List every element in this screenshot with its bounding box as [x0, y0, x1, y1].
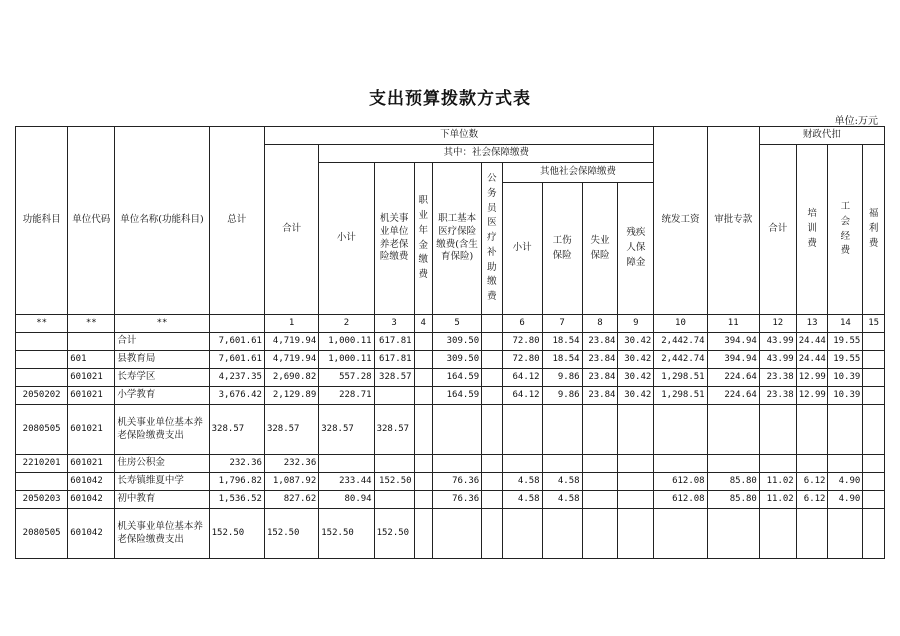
table-row [16, 369, 885, 387]
func-code-cell: 2050202 [16, 387, 68, 405]
index-cell: ** [16, 315, 68, 333]
header-medical-text: 职工基本医疗保险缴费(含生育保险) [436, 212, 478, 263]
func-code-cell: 2210201 [16, 455, 68, 473]
unit-code-cell: 601021 [68, 405, 115, 455]
value-cell: 11.02 [759, 491, 796, 509]
value-cell: 164.59 [432, 369, 481, 387]
header-pension [374, 163, 414, 315]
index-cell: 2 [319, 315, 374, 333]
value-cell: 18.54 [542, 333, 582, 351]
table-row [16, 405, 885, 455]
value-cell: 24.44 [796, 351, 828, 369]
value-cell: 152.50 [374, 509, 414, 559]
index-cell: 11 [707, 315, 759, 333]
value-cell: 10.39 [828, 369, 863, 387]
table-row [16, 509, 885, 559]
func-code-cell [16, 369, 68, 387]
value-cell: 612.08 [654, 491, 707, 509]
value-cell: 309.50 [432, 351, 481, 369]
value-cell [582, 491, 618, 509]
value-cell [828, 509, 863, 559]
value-cell [319, 455, 374, 473]
value-cell: 7,601.61 [209, 351, 264, 369]
value-cell: 2,442.74 [654, 351, 707, 369]
value-cell [414, 387, 432, 405]
func-code-cell [16, 333, 68, 351]
value-cell [618, 491, 654, 509]
table-row [16, 351, 885, 369]
value-cell [863, 405, 885, 455]
value-cell [482, 351, 502, 369]
value-cell: 233.44 [319, 473, 374, 491]
value-cell [374, 455, 414, 473]
index-cell: 13 [796, 315, 828, 333]
unit-code-cell: 601 [68, 351, 115, 369]
value-cell [582, 473, 618, 491]
value-cell: 4.58 [502, 491, 542, 509]
header-medical [432, 163, 481, 315]
table-row [16, 455, 885, 473]
index-cell [482, 315, 502, 333]
value-cell [432, 405, 481, 455]
value-cell: 85.80 [707, 491, 759, 509]
header-annuity: 职 业 年 金 缴 费 [414, 163, 432, 315]
unit-name-cell: 住房公积金 [115, 455, 209, 473]
index-cell [209, 315, 264, 333]
value-cell [482, 491, 502, 509]
value-cell [482, 455, 502, 473]
value-cell: 152.50 [209, 509, 264, 559]
header-func-code: 功能科目 [16, 127, 68, 315]
value-cell: 9.86 [542, 387, 582, 405]
value-cell: 72.80 [502, 333, 542, 351]
value-cell [654, 509, 707, 559]
value-cell [863, 491, 885, 509]
value-cell: 76.36 [432, 473, 481, 491]
value-cell: 152.50 [319, 509, 374, 559]
value-cell [707, 405, 759, 455]
func-code-cell: 2080505 [16, 405, 68, 455]
header-total: 总计 [209, 127, 264, 315]
index-cell: 7 [542, 315, 582, 333]
func-code-cell: 2080505 [16, 509, 68, 559]
value-cell: 30.42 [618, 387, 654, 405]
value-cell [414, 491, 432, 509]
value-cell: 2,690.82 [264, 369, 318, 387]
value-cell [582, 455, 618, 473]
value-cell: 612.08 [654, 473, 707, 491]
unit-name-cell: 长寿学区 [115, 369, 209, 387]
value-cell: 1,298.51 [654, 387, 707, 405]
value-cell: 72.80 [502, 351, 542, 369]
value-cell: 9.86 [542, 369, 582, 387]
value-cell: 328.57 [319, 405, 374, 455]
index-cell: 3 [374, 315, 414, 333]
header-disabled: 残疾 人保 障金 [618, 183, 654, 315]
value-cell [432, 455, 481, 473]
header-unit-code: 单位代码 [68, 127, 115, 315]
value-cell: 228.71 [319, 387, 374, 405]
header-other-ss: 其他社会保障缴费 [502, 163, 654, 183]
unit-name-cell: 机关事业单位基本养老保险缴费支出 [115, 405, 209, 455]
value-cell [374, 387, 414, 405]
header-lower-unit: 下单位数 [264, 127, 653, 145]
unit-code-cell: 601042 [68, 473, 115, 491]
value-cell [618, 509, 654, 559]
table-header [16, 127, 885, 315]
value-cell [414, 369, 432, 387]
unit-name-cell: 小学教育 [115, 387, 209, 405]
value-cell [414, 509, 432, 559]
value-cell [796, 405, 828, 455]
index-cell: 15 [863, 315, 885, 333]
value-cell: 12.99 [796, 369, 828, 387]
value-cell: 18.54 [542, 351, 582, 369]
header-union: 工 会 经 费 [828, 145, 863, 315]
value-cell: 617.81 [374, 333, 414, 351]
value-cell: 6.12 [796, 473, 828, 491]
value-cell: 4.58 [542, 491, 582, 509]
value-cell: 85.80 [707, 473, 759, 491]
value-cell [502, 455, 542, 473]
value-cell: 152.50 [264, 509, 318, 559]
value-cell [863, 333, 885, 351]
func-code-cell [16, 351, 68, 369]
value-cell [707, 509, 759, 559]
value-cell: 64.12 [502, 387, 542, 405]
header-unified-salary: 统发工资 [654, 127, 707, 315]
header-finance: 财政代扣 [759, 127, 884, 145]
value-cell [796, 509, 828, 559]
value-cell: 1,796.82 [209, 473, 264, 491]
value-cell: 224.64 [707, 369, 759, 387]
page-title: 支出预算拨款方式表 [369, 89, 531, 109]
value-cell [759, 405, 796, 455]
value-cell: 232.36 [264, 455, 318, 473]
index-cell: 1 [264, 315, 318, 333]
value-cell [482, 369, 502, 387]
value-cell [828, 405, 863, 455]
header-special: 审批专款 [707, 127, 759, 315]
value-cell: 394.94 [707, 333, 759, 351]
value-cell: 43.99 [759, 351, 796, 369]
value-cell: 328.57 [264, 405, 318, 455]
value-cell [374, 491, 414, 509]
index-cell: 6 [502, 315, 542, 333]
value-cell [432, 509, 481, 559]
value-cell: 1,298.51 [654, 369, 707, 387]
value-cell [863, 509, 885, 559]
unit-code-cell: 601042 [68, 509, 115, 559]
header-unit-name: 单位名称(功能科目) [115, 127, 209, 315]
unit-code-cell: 601021 [68, 387, 115, 405]
unit-name-cell: 县教育局 [115, 351, 209, 369]
index-cell: 5 [432, 315, 481, 333]
value-cell: 232.36 [209, 455, 264, 473]
unit-code-cell: 601042 [68, 491, 115, 509]
value-cell: 328.57 [209, 405, 264, 455]
header-civil-medical: 公 务 员 医 疗 补 助 缴 费 [482, 163, 502, 315]
value-cell: 164.59 [432, 387, 481, 405]
value-cell: 43.99 [759, 333, 796, 351]
header-injury: 工伤 保险 [542, 183, 582, 315]
value-cell [863, 369, 885, 387]
value-cell [707, 455, 759, 473]
index-cell: 10 [654, 315, 707, 333]
value-cell: 7,601.61 [209, 333, 264, 351]
func-code-cell [16, 473, 68, 491]
table-row [16, 387, 885, 405]
value-cell: 12.99 [796, 387, 828, 405]
value-cell: 4.58 [502, 473, 542, 491]
value-cell: 1,536.52 [209, 491, 264, 509]
value-cell [618, 405, 654, 455]
unit-code-cell: 601021 [68, 455, 115, 473]
value-cell: 19.55 [828, 351, 863, 369]
value-cell: 617.81 [374, 351, 414, 369]
value-cell: 3,676.42 [209, 387, 264, 405]
value-cell [618, 473, 654, 491]
value-cell [582, 405, 618, 455]
value-cell: 24.44 [796, 333, 828, 351]
value-cell: 30.42 [618, 333, 654, 351]
value-cell: 19.55 [828, 333, 863, 351]
value-cell: 557.28 [319, 369, 374, 387]
value-cell [502, 509, 542, 559]
value-cell: 394.94 [707, 351, 759, 369]
value-cell: 10.39 [828, 387, 863, 405]
value-cell: 23.84 [582, 369, 618, 387]
unit-name-cell: 合计 [115, 333, 209, 351]
value-cell: 30.42 [618, 351, 654, 369]
value-cell: 4,719.94 [264, 333, 318, 351]
value-cell [482, 473, 502, 491]
value-cell [863, 455, 885, 473]
value-cell: 328.57 [374, 369, 414, 387]
value-cell [414, 455, 432, 473]
budget-table [15, 126, 885, 559]
index-cell: 12 [759, 315, 796, 333]
value-cell: 11.02 [759, 473, 796, 491]
value-cell: 1,000.11 [319, 333, 374, 351]
table-row [16, 333, 885, 351]
value-cell: 1,000.11 [319, 351, 374, 369]
header-subtotal-all: 合计 [264, 145, 318, 315]
value-cell: 2,129.89 [264, 387, 318, 405]
value-cell [863, 387, 885, 405]
unit-label: 单位:万元 [834, 116, 878, 127]
value-cell [863, 473, 885, 491]
value-cell: 76.36 [432, 491, 481, 509]
index-cell: ** [68, 315, 115, 333]
value-cell: 224.64 [707, 387, 759, 405]
index-row [16, 315, 885, 333]
value-cell: 30.42 [618, 369, 654, 387]
value-cell [654, 405, 707, 455]
index-cell: 14 [828, 315, 863, 333]
header-other-subtotal: 小计 [502, 183, 542, 315]
value-cell: 328.57 [374, 405, 414, 455]
value-cell: 2,442.74 [654, 333, 707, 351]
table-row [16, 473, 885, 491]
value-cell [414, 333, 432, 351]
value-cell [618, 455, 654, 473]
value-cell: 4,237.35 [209, 369, 264, 387]
value-cell [542, 455, 582, 473]
value-cell [796, 455, 828, 473]
value-cell: 4.90 [828, 473, 863, 491]
value-cell: 4,719.94 [264, 351, 318, 369]
value-cell [502, 405, 542, 455]
header-unemployment: 失业 保险 [582, 183, 618, 315]
value-cell: 80.94 [319, 491, 374, 509]
value-cell: 309.50 [432, 333, 481, 351]
value-cell [482, 387, 502, 405]
value-cell: 4.58 [542, 473, 582, 491]
index-cell: 4 [414, 315, 432, 333]
unit-name-cell: 长寿镇维夏中学 [115, 473, 209, 491]
func-code-cell: 2050203 [16, 491, 68, 509]
value-cell: 23.84 [582, 351, 618, 369]
value-cell: 827.62 [264, 491, 318, 509]
value-cell [654, 455, 707, 473]
table-body [16, 315, 885, 559]
value-cell: 23.84 [582, 333, 618, 351]
header-fin-total: 合计 [759, 145, 796, 315]
value-cell: 152.50 [374, 473, 414, 491]
unit-code-cell [68, 333, 115, 351]
value-cell [542, 405, 582, 455]
index-cell: ** [115, 315, 209, 333]
unit-name-cell: 初中教育 [115, 491, 209, 509]
header-ss-subtotal: 小计 [319, 163, 374, 315]
value-cell [414, 473, 432, 491]
value-cell: 6.12 [796, 491, 828, 509]
value-cell: 64.12 [502, 369, 542, 387]
value-cell [482, 405, 502, 455]
value-cell [582, 509, 618, 559]
value-cell: 23.38 [759, 387, 796, 405]
unit-name-cell: 机关事业单位基本养老保险缴费支出 [115, 509, 209, 559]
header-social-security: 其中：社会保障缴费 [319, 145, 654, 163]
index-cell: 8 [582, 315, 618, 333]
value-cell: 23.38 [759, 369, 796, 387]
value-cell [828, 455, 863, 473]
value-cell [414, 405, 432, 455]
header-training: 培 训 费 [796, 145, 828, 315]
table-row [16, 491, 885, 509]
value-cell [759, 455, 796, 473]
header-pension-text: 机关事业单位养老保险缴费 [379, 212, 409, 263]
header-welfare: 福 利 费 [863, 145, 885, 315]
unit-code-cell: 601021 [68, 369, 115, 387]
value-cell [863, 351, 885, 369]
value-cell [759, 509, 796, 559]
value-cell: 4.90 [828, 491, 863, 509]
value-cell [482, 333, 502, 351]
value-cell [542, 509, 582, 559]
value-cell [414, 351, 432, 369]
value-cell [482, 509, 502, 559]
value-cell: 23.84 [582, 387, 618, 405]
index-cell: 9 [618, 315, 654, 333]
value-cell: 1,087.92 [264, 473, 318, 491]
